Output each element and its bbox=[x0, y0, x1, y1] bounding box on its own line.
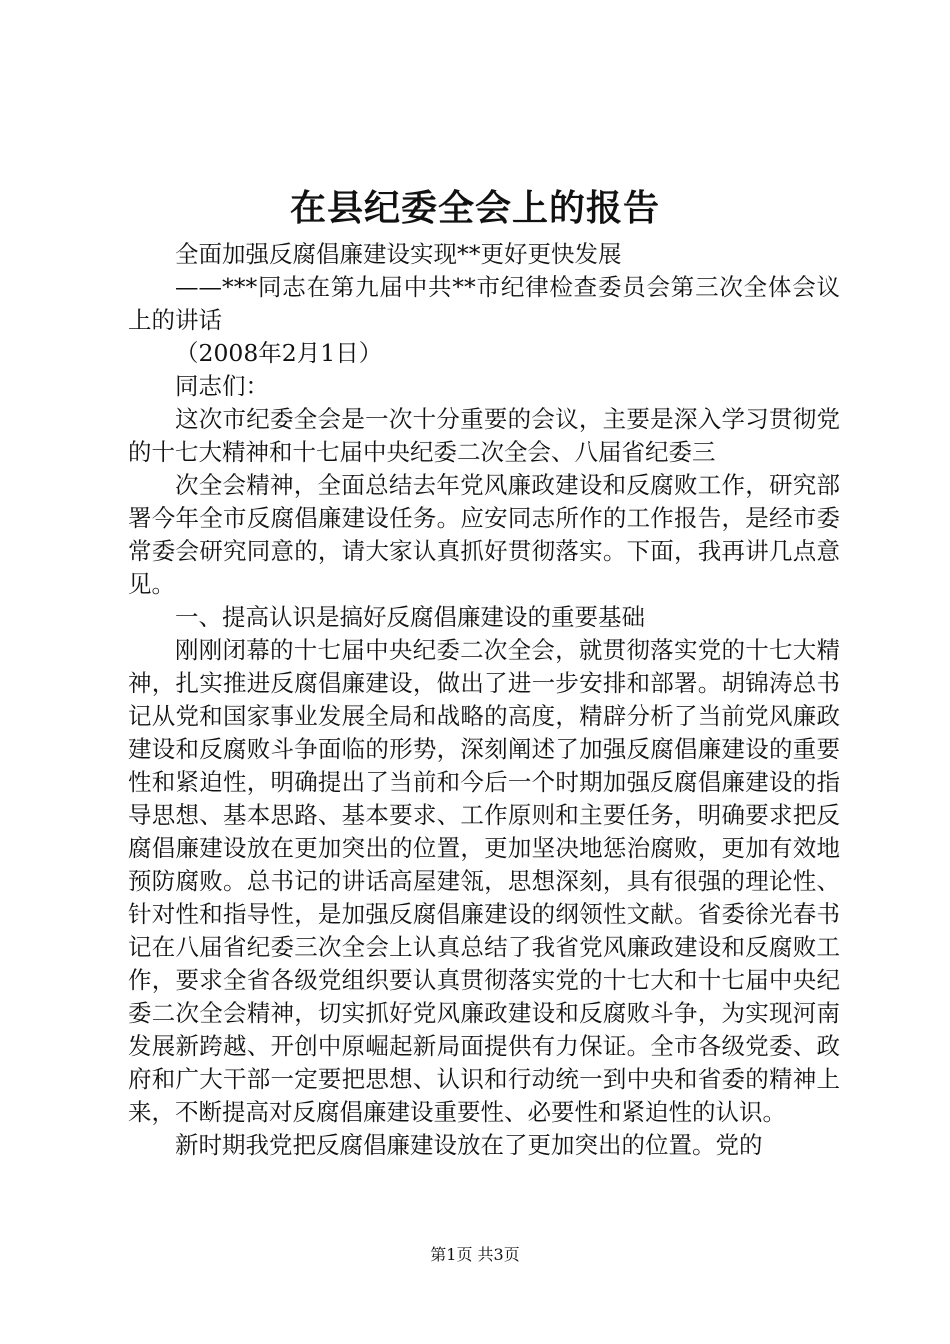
body-paragraph: 次全会精神，全面总结去年党风廉政建设和反腐败工作，研究部署今年全市反腐倡廉建设任务。应安同志所作的工作报告，是经市委常委会研究同意的，请大家认真抓好贯彻落实。下面，我再讲几点意见。 bbox=[128, 471, 840, 598]
section-heading: 一、提高认识是搞好反腐倡廉建设的重要基础 bbox=[175, 603, 645, 631]
speech-date: （2008年2月1日） bbox=[175, 339, 383, 367]
speech-subheading: ——***同志在第九届中共**市纪律检查委员会第三次全体会议上的讲话 bbox=[128, 273, 840, 334]
document-title: 在县纪委全会上的报告 bbox=[289, 187, 660, 229]
body-paragraph: 刚刚闭幕的十七届中央纪委二次全会，就贯彻落实党的十七大精神，扎实推进反腐倡廉建设，做出了进一步安排和部署。胡锦涛总书记从党和国家事业发展全局和战略的高度，精辟分析了当前党风廉政建设和反腐败斗争面临的形势，深刻阐述了加强反腐倡廉建设的重要性和紧迫性，明确提出了当前和今后一个时期加强反腐倡廉建设的指导思想、基本思路、基本要求、工作原则和主要任务，明确要求把反腐倡廉建设放在更加突出的位置，更加坚决地惩治腐败，更加有效地预防腐败。总书记的讲话高屋建瓴，思想深刻，具有很强的理论性、针对性和指导性，是加强反腐倡廉建设的纲领性文献。省委徐光春书记在八届省纪委三次全会上认真总结了我省党风廉政建设和反腐败工作，要求全省各级党组织要认真贯彻落实党的十七大和十七届中央纪委二次全会精神，切实抓好党风廉政建设和反腐败斗争，为实现河南发展新跨越、开创中原崛起新局面提供有力保证。全市各级党委、政府和广大干部一定要把思想、认识和行动统一到中央和省委的精神上来，不断提高对反腐倡廉建设重要性、必要性和紧迫性的认识。 bbox=[128, 636, 840, 1126]
salutation: 同志们： bbox=[175, 372, 269, 400]
speech-heading: 全面加强反腐倡廉建设实现**更好更快发展 bbox=[175, 240, 622, 268]
body-paragraph: 这次市纪委全会是一次十分重要的会议，主要是深入学习贯彻党的十七大精神和十七届中央纪委二次全会、八届省纪委三 bbox=[128, 405, 840, 466]
document-body bbox=[128, 238, 840, 1162]
page-number-footer: 第1页 共3页 bbox=[430, 1245, 520, 1264]
body-paragraph: 新时期我党把反腐倡廉建设放在了更加突出的位置。党的 bbox=[175, 1131, 763, 1159]
